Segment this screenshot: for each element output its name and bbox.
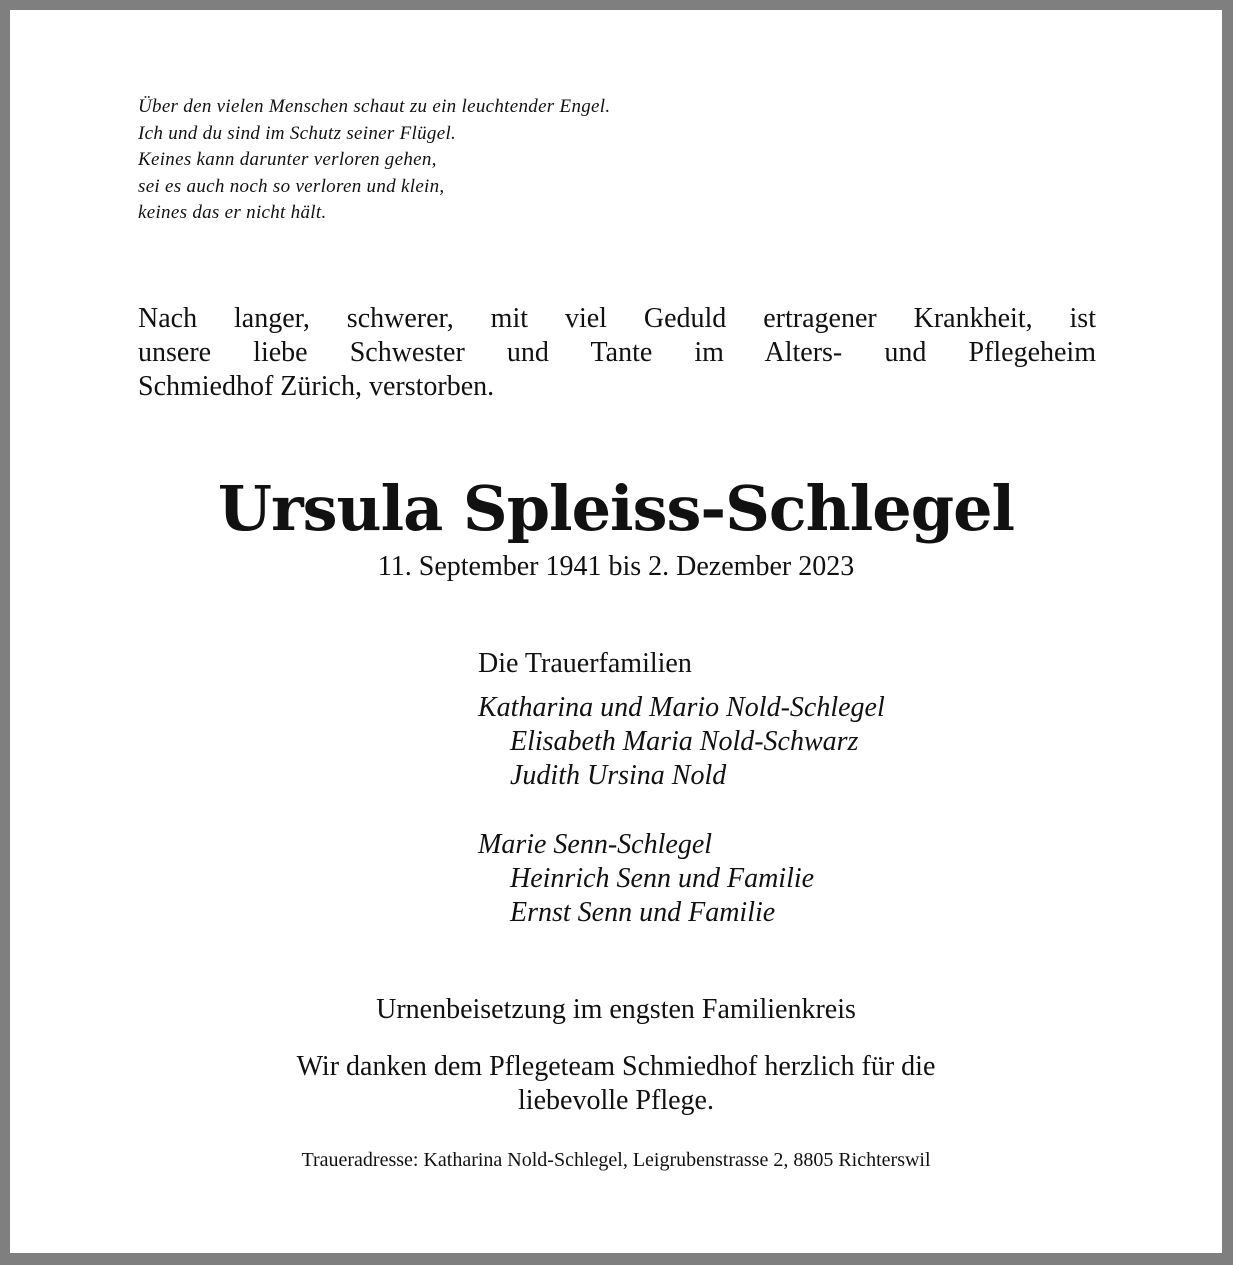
family-member: Elisabeth Maria Nold-Schwarz (510, 726, 859, 757)
family-member: Ernst Senn und Familie (510, 897, 776, 928)
poem-line: Über den vielen Menschen schaut zu ein leuchtender Engel. (138, 96, 611, 117)
family-member: Judith Ursina Nold (510, 760, 727, 791)
thanks-note (10, 1050, 1222, 1118)
obituary-page (10, 10, 1222, 1253)
poem (138, 94, 610, 227)
mourning-address: Traueradresse: Katharina Nold-Schlegel, Leigrubenstrasse 2, 8805 Richterswil (301, 1149, 931, 1171)
poem-line: sei es auch noch so verloren und klein, (138, 175, 445, 197)
family-member: Heinrich Senn und Familie (510, 863, 815, 894)
poem-line: Keines kann darunter verloren gehen, (138, 149, 437, 170)
thanks-line: Wir danken dem Pflegeteam Schmiedhof herzlich für die (296, 1051, 936, 1082)
intro-line: unsere liebe Schwester und Tante im Alters- und Pflegeheim (138, 337, 1096, 368)
intro-text (138, 302, 1096, 404)
poem-line: keines das er nicht hält. (138, 202, 327, 223)
thanks-line: liebevolle Pflege. (518, 1085, 714, 1116)
burial-note: Urnenbeisetzung im engsten Familienkreis (376, 994, 856, 1025)
intro-line: Nach langer, schwerer, mit viel Geduld ertragener Krankheit, ist (138, 303, 1096, 334)
life-dates: 11. September 1941 bis 2. Dezember 2023 (377, 551, 855, 582)
family-head: Marie Senn-Schlegel (478, 829, 713, 860)
family-head: Katharina und Mario Nold-Schlegel (478, 692, 885, 723)
families-heading: Die Trauerfamilien (478, 648, 692, 679)
intro-line: Schmiedhof Zürich, verstorben. (138, 371, 495, 402)
deceased-name: Ursula Spleiss-Schlegel (217, 472, 1015, 545)
poem-line: Ich und du sind im Schutz seiner Flügel. (138, 122, 457, 144)
